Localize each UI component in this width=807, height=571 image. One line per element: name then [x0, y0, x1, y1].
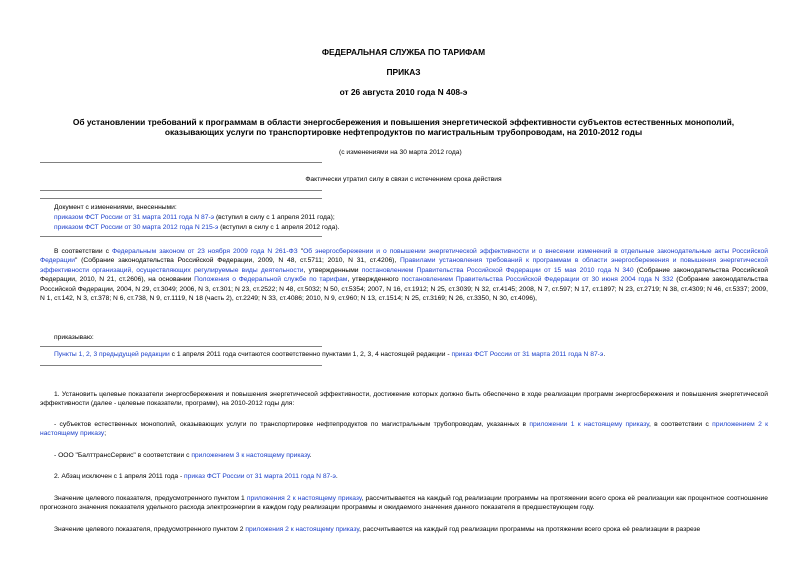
- divider: [40, 365, 322, 366]
- preamble-text: ": [297, 248, 304, 255]
- changes-item-2: [54, 223, 339, 232]
- link-appendix-2-p2[interactable]: приложения 2 к настоящему приказу: [245, 526, 360, 533]
- changes-item-1-link[interactable]: приказом ФСТ России от 31 марта 2011 года N 87-э: [54, 214, 215, 221]
- link-appendix-2[interactable]: приложением 2 к настоящему приказу: [40, 421, 769, 438]
- paragraph-text: .: [335, 473, 338, 480]
- renumber-note: [54, 350, 605, 359]
- preamble-text: , утвержденными: [303, 266, 362, 274]
- divider: [40, 236, 322, 237]
- paragraph-text: Значение целевого показателя, предусмотренного пунктом 2: [54, 526, 246, 533]
- document-title-line-2: оказывающих услуги по транспортировке нефтепродуктов по магистральным трубопроводам, на 2010-2012 годы: [164, 127, 643, 137]
- paragraph-text: .: [309, 452, 312, 459]
- paragraph-text: - субъектов естественных монополий, оказывающих услуги по транспортировке нефтепродуктов по магистральным трубопроводам, указанных в: [54, 421, 530, 428]
- orders-label: приказываю:: [54, 334, 94, 341]
- renumber-text: .: [603, 351, 606, 358]
- changes-item-1: [54, 213, 335, 222]
- link-order-87[interactable]: приказ ФСТ России от 31 марта 2011 года N 87-э: [451, 351, 604, 358]
- link-appendix-3[interactable]: приложением 3 к настоящему приказу: [191, 452, 310, 459]
- link-rules[interactable]: Правилами установления требований к программам в области энергосбережения и повышения энергетической эффективности организаций, осуществляющих регулируемые виды деятельности: [40, 257, 768, 274]
- document-type: ПРИКАЗ: [386, 67, 421, 77]
- link-federal-law-261[interactable]: Федеральным законом от 23 ноября 2009 года N 261-ФЗ: [112, 248, 298, 255]
- paragraph-text: , рассчитывается на каждый год реализации программы на протяжении всего срока её реализации в разрезе: [359, 526, 701, 533]
- preamble-text: , утвержденного: [347, 276, 402, 284]
- link-regulation-fst[interactable]: Положения о Федеральной службе по тарифам: [194, 276, 348, 284]
- divider: [40, 346, 322, 347]
- amendments-note: (с изменениями на 30 марта 2012 года): [339, 149, 462, 156]
- paragraph-1a: [40, 420, 768, 439]
- paragraph-text: ;: [104, 430, 107, 438]
- preamble-text: (Собрание законодательства Российской Федерации, 2010, N 21, ст.2606), на основании: [40, 266, 768, 284]
- preamble-text: (Собрание законодательства Российской Федерации, 2004, N 29, ст.3049; 2006, N 3, ст.301; N 23, ст.2522; N 48, ст.5032; N 50, ст.5354; 2007, N 16, ст.1912; N 25, ст.3039; N 32, ст.4145; 2008, N 7, ст.597; N 17, ст.1897; N 23, ст.2719; N 38, ст.4309; N 46, ст.5337; 2009, N 1, ст.142, N 3, ст.378; N 6, ст.738, N 9, ст.1119, N 18 (часть 2), ст.2249; N 33, ст.4086; 2010, N 9, ст.960; N 13, ст.1514; N 25, ст.3169; N 26, ст.3350, N 30, ст.4096),: [40, 276, 768, 303]
- divider: [40, 162, 322, 163]
- paragraph-1: 1. Установить целевые показатели энергосбережения и повышения энергетической эффективности, достижение которых должно быть обеспечено в ходе реализации программ энергосбережения и повышения энергетической эффективности (далее - целевые показатели, программ), на 2010-2012 годы для:: [40, 391, 768, 408]
- paragraph-text: , рассчитывается на каждый год реализации программы на протяжении всего срока её реализации как процентное соотношение прогнозного значения показателя удельного расхода электроэнергии в каждом году реализации программы и ожидаемого значения данного показателя в предшествующем году.: [40, 495, 768, 512]
- changes-item-2-link[interactable]: приказом ФСТ России от 30 марта 2012 года N 215-э: [54, 224, 219, 231]
- status-note: Фактически утратил силу в связи с истечением срока действия: [305, 176, 502, 183]
- paragraph-1b: [54, 451, 312, 460]
- paragraph-text: - ООО "БалттрансСервис" в соответствии с: [54, 452, 192, 459]
- changes-heading: Документ с изменениями, внесенными:: [54, 204, 177, 211]
- document-title-line-1: Об установлении требований к программам в области энергосбережения и повышения энергетической эффективности субъектов естественных монополий,: [72, 117, 735, 127]
- preamble-text: В соответствии с: [54, 248, 112, 255]
- paragraph-4: [40, 525, 768, 534]
- link-appendix-2-p1[interactable]: приложения 2 к настоящему приказу: [246, 495, 362, 502]
- divider: [40, 198, 322, 199]
- paragraph-3: [40, 494, 768, 513]
- link-previous-edition[interactable]: Пункты 1, 2, 3 предыдущей редакции: [54, 351, 170, 358]
- link-resolution-340[interactable]: постановлением Правительства Российской Федерации от 15 мая 2010 года N 340: [361, 266, 634, 274]
- link-resolution-332[interactable]: постановлением Правительства Российской Федерации от 30 июня 2004 года N 332: [401, 276, 674, 284]
- paragraph-text: 2. Абзац исключен с 1 апреля 2011 года -: [54, 473, 185, 480]
- document-date-number: от 26 августа 2010 года N 408-э: [339, 87, 468, 97]
- link-appendix-1[interactable]: приложении 1 к настоящему приказу: [529, 421, 649, 428]
- paragraph-2: [54, 472, 338, 481]
- changes-item-1-text: (вступил в силу с 1 апреля 2011 года);: [214, 214, 335, 221]
- preamble-paragraph: [40, 247, 768, 303]
- paragraph-text: Значение целевого показателя, предусмотренного пунктом 1: [54, 495, 247, 502]
- divider: [40, 190, 322, 191]
- paragraph-text: , в соответствии с: [648, 421, 713, 428]
- renumber-text: с 1 апреля 2011 года считаются соответственно пунктами 1, 2, 3, 4 настоящей редакции -: [169, 351, 452, 358]
- link-order-87-excluded[interactable]: приказ ФСТ России от 31 марта 2011 года N 87-э: [184, 473, 336, 480]
- agency-name: ФЕДЕРАЛЬНАЯ СЛУЖБА ПО ТАРИФАМ: [321, 47, 486, 57]
- preamble-text: " (Собрание законодательства Российской Федерации, 2009, N 48, ст.5711; 2010, N 31, ст.4206),: [75, 257, 401, 265]
- changes-item-2-text: (вступил в силу с 1 апреля 2012 года).: [218, 224, 340, 231]
- link-law-title[interactable]: Об энергосбережении и о повышении энергетической эффективности и о внесении изменений в отдельные законодательные акты Российской Федерации: [40, 248, 768, 265]
